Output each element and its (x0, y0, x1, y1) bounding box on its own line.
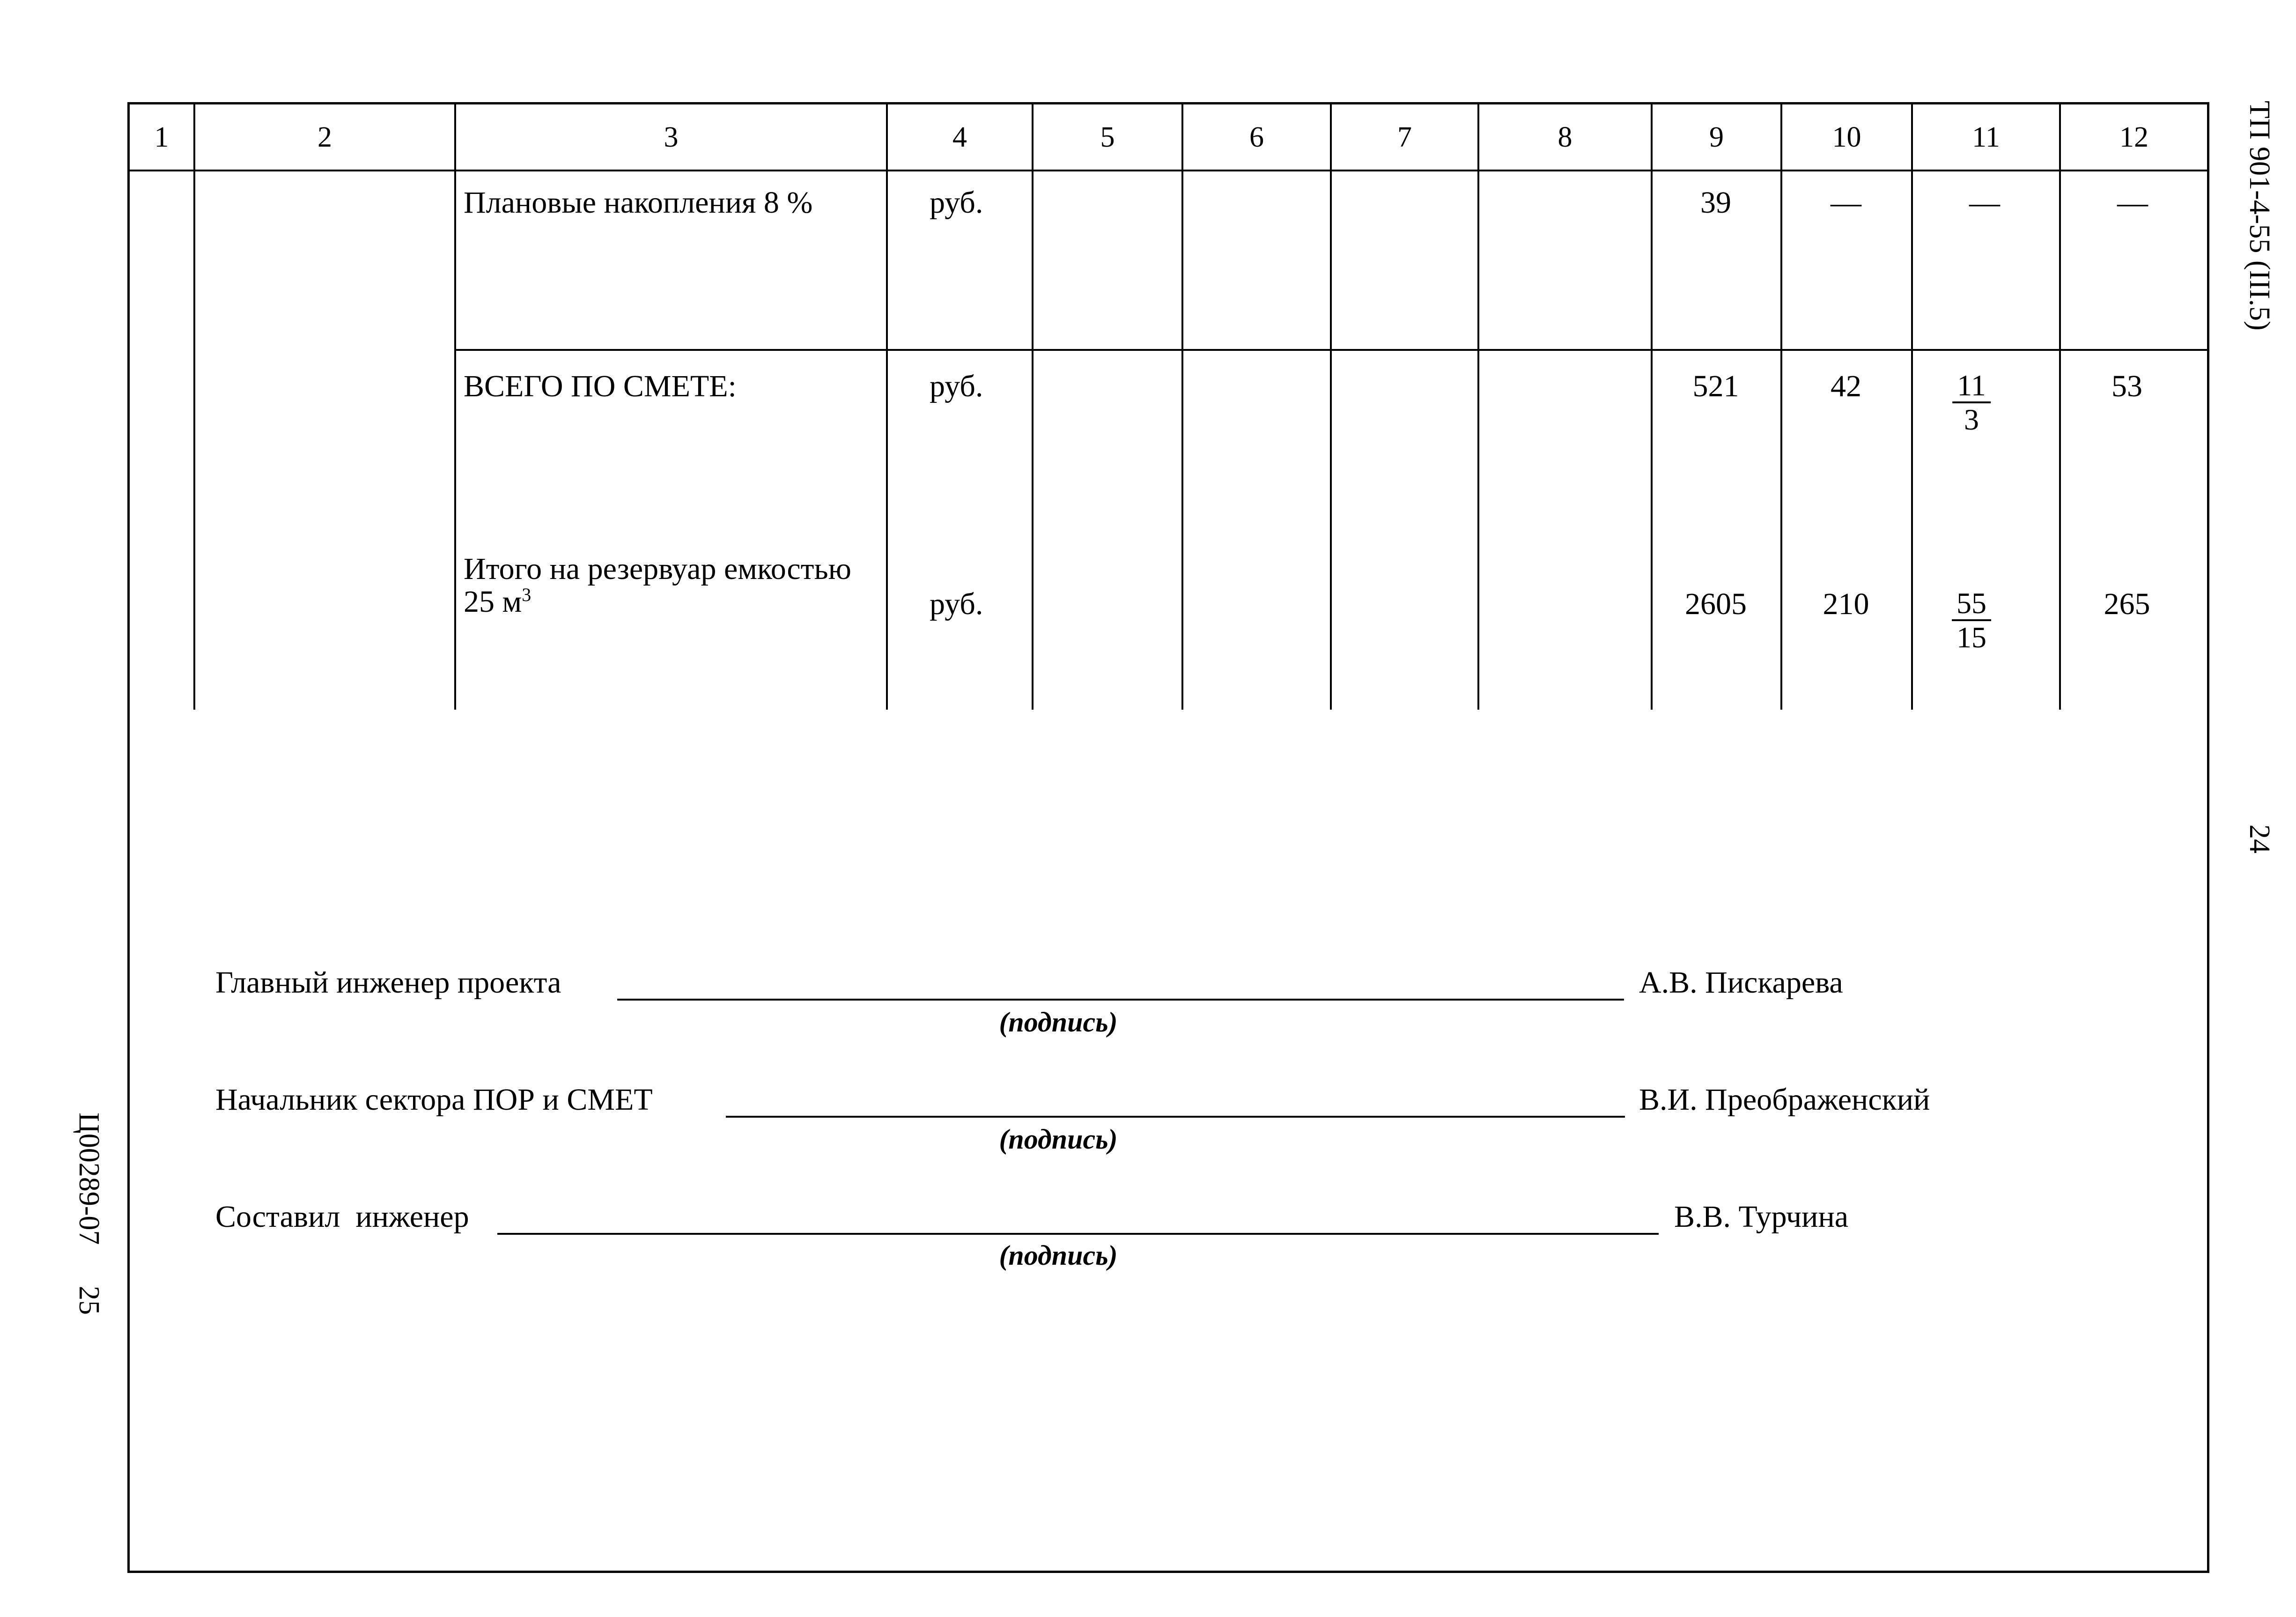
row-total-unit: руб. (930, 369, 983, 403)
column-number-1: 1 (154, 121, 169, 153)
signature-line-chief-engineer (617, 999, 1624, 1001)
column-number-12: 12 (2119, 121, 2148, 153)
signature-name-chief-engineer: А.В. Пискарева (1639, 965, 1843, 1000)
signature-name-compiler: В.В. Турчина (1674, 1200, 1849, 1234)
row-reservoir-total-col11-fraction (1952, 587, 1991, 653)
row-planned-savings-col9: 39 (1700, 185, 1731, 220)
row-reservoir-total-name-line2: 25 $м^3$ (464, 584, 532, 619)
column-number-6: 6 (1249, 121, 1264, 153)
column-number-10: 10 (1832, 121, 1861, 153)
row-planned-savings-col12: — (2117, 185, 2148, 220)
column-number-7: 7 (1397, 121, 1412, 153)
row-planned-savings-col10: — (1831, 185, 1861, 220)
signature-line-sector-head (726, 1116, 1625, 1118)
column-divider (1911, 102, 1913, 710)
row-total-col11-fraction (1952, 369, 1991, 436)
archive-code-label: Ц00289-07 (73, 1113, 105, 1245)
row-planned-savings-name: Плановые накопления 8 % (464, 185, 813, 220)
row-reservoir-total-name-line1: Итого на резервуар емкостью (464, 552, 851, 586)
signature-role-compiler: Составил инженер (215, 1200, 469, 1234)
row-total-col9: 521 (1692, 369, 1739, 403)
row-planned-savings-unit: руб. (930, 185, 983, 220)
column-divider (193, 102, 195, 710)
document-code-label: ТП 901-4-55 (III.5) (2244, 101, 2275, 331)
column-divider (1780, 102, 1782, 710)
page-number-left: 25 (73, 1286, 105, 1315)
fraction-denominator: 3 (1964, 403, 1979, 437)
row-divider (454, 349, 2209, 351)
fraction-numerator: 55 (1952, 587, 1991, 621)
signature-line-compiler (497, 1233, 1659, 1235)
signature-role-chief-engineer: Главный инженер проекта (215, 965, 561, 1000)
signature-name-sector-head: В.И. Преображенский (1639, 1083, 1930, 1117)
column-divider (2059, 102, 2061, 710)
row-planned-savings-col11: — (1969, 185, 2000, 220)
row-total-col10: 42 (1831, 369, 1861, 403)
row-reservoir-total-col9: 2605 (1685, 587, 1747, 621)
column-number-4: 4 (952, 121, 967, 153)
signature-hint-compiler: (подпись) (999, 1240, 1118, 1271)
column-divider (1330, 102, 1332, 710)
signature-hint-chief-engineer: (подпись) (999, 1007, 1118, 1038)
row-total-name: ВСЕГО ПО СМЕТЕ: (464, 369, 737, 403)
page-number-right: 24 (2244, 824, 2275, 853)
column-number-2: 2 (317, 121, 332, 153)
column-number-3: 3 (664, 121, 679, 153)
row-reservoir-total-unit: руб. (930, 587, 983, 621)
column-number-11: 11 (1972, 121, 2000, 153)
signature-role-sector-head: Начальник сектора ПОР и СМЕТ (215, 1083, 653, 1117)
row-reservoir-total-col12: 265 (2104, 587, 2150, 621)
column-divider (454, 102, 456, 710)
column-divider (1181, 102, 1183, 710)
column-number-5: 5 (1100, 121, 1115, 153)
column-divider (1032, 102, 1034, 710)
row-total-col12: 53 (2111, 369, 2142, 403)
row-reservoir-total-col10: 210 (1823, 587, 1869, 621)
fraction-numerator: 11 (1952, 369, 1991, 403)
column-number-8: 8 (1558, 121, 1573, 153)
column-divider (1651, 102, 1653, 710)
fraction-denominator: 15 (1956, 621, 1986, 654)
column-number-9: 9 (1709, 121, 1724, 153)
column-divider (1477, 102, 1479, 710)
row-reservoir-total-name (464, 553, 851, 618)
signature-hint-sector-head: (подпись) (999, 1124, 1118, 1155)
page-frame (127, 102, 2209, 1573)
column-divider (886, 102, 888, 710)
